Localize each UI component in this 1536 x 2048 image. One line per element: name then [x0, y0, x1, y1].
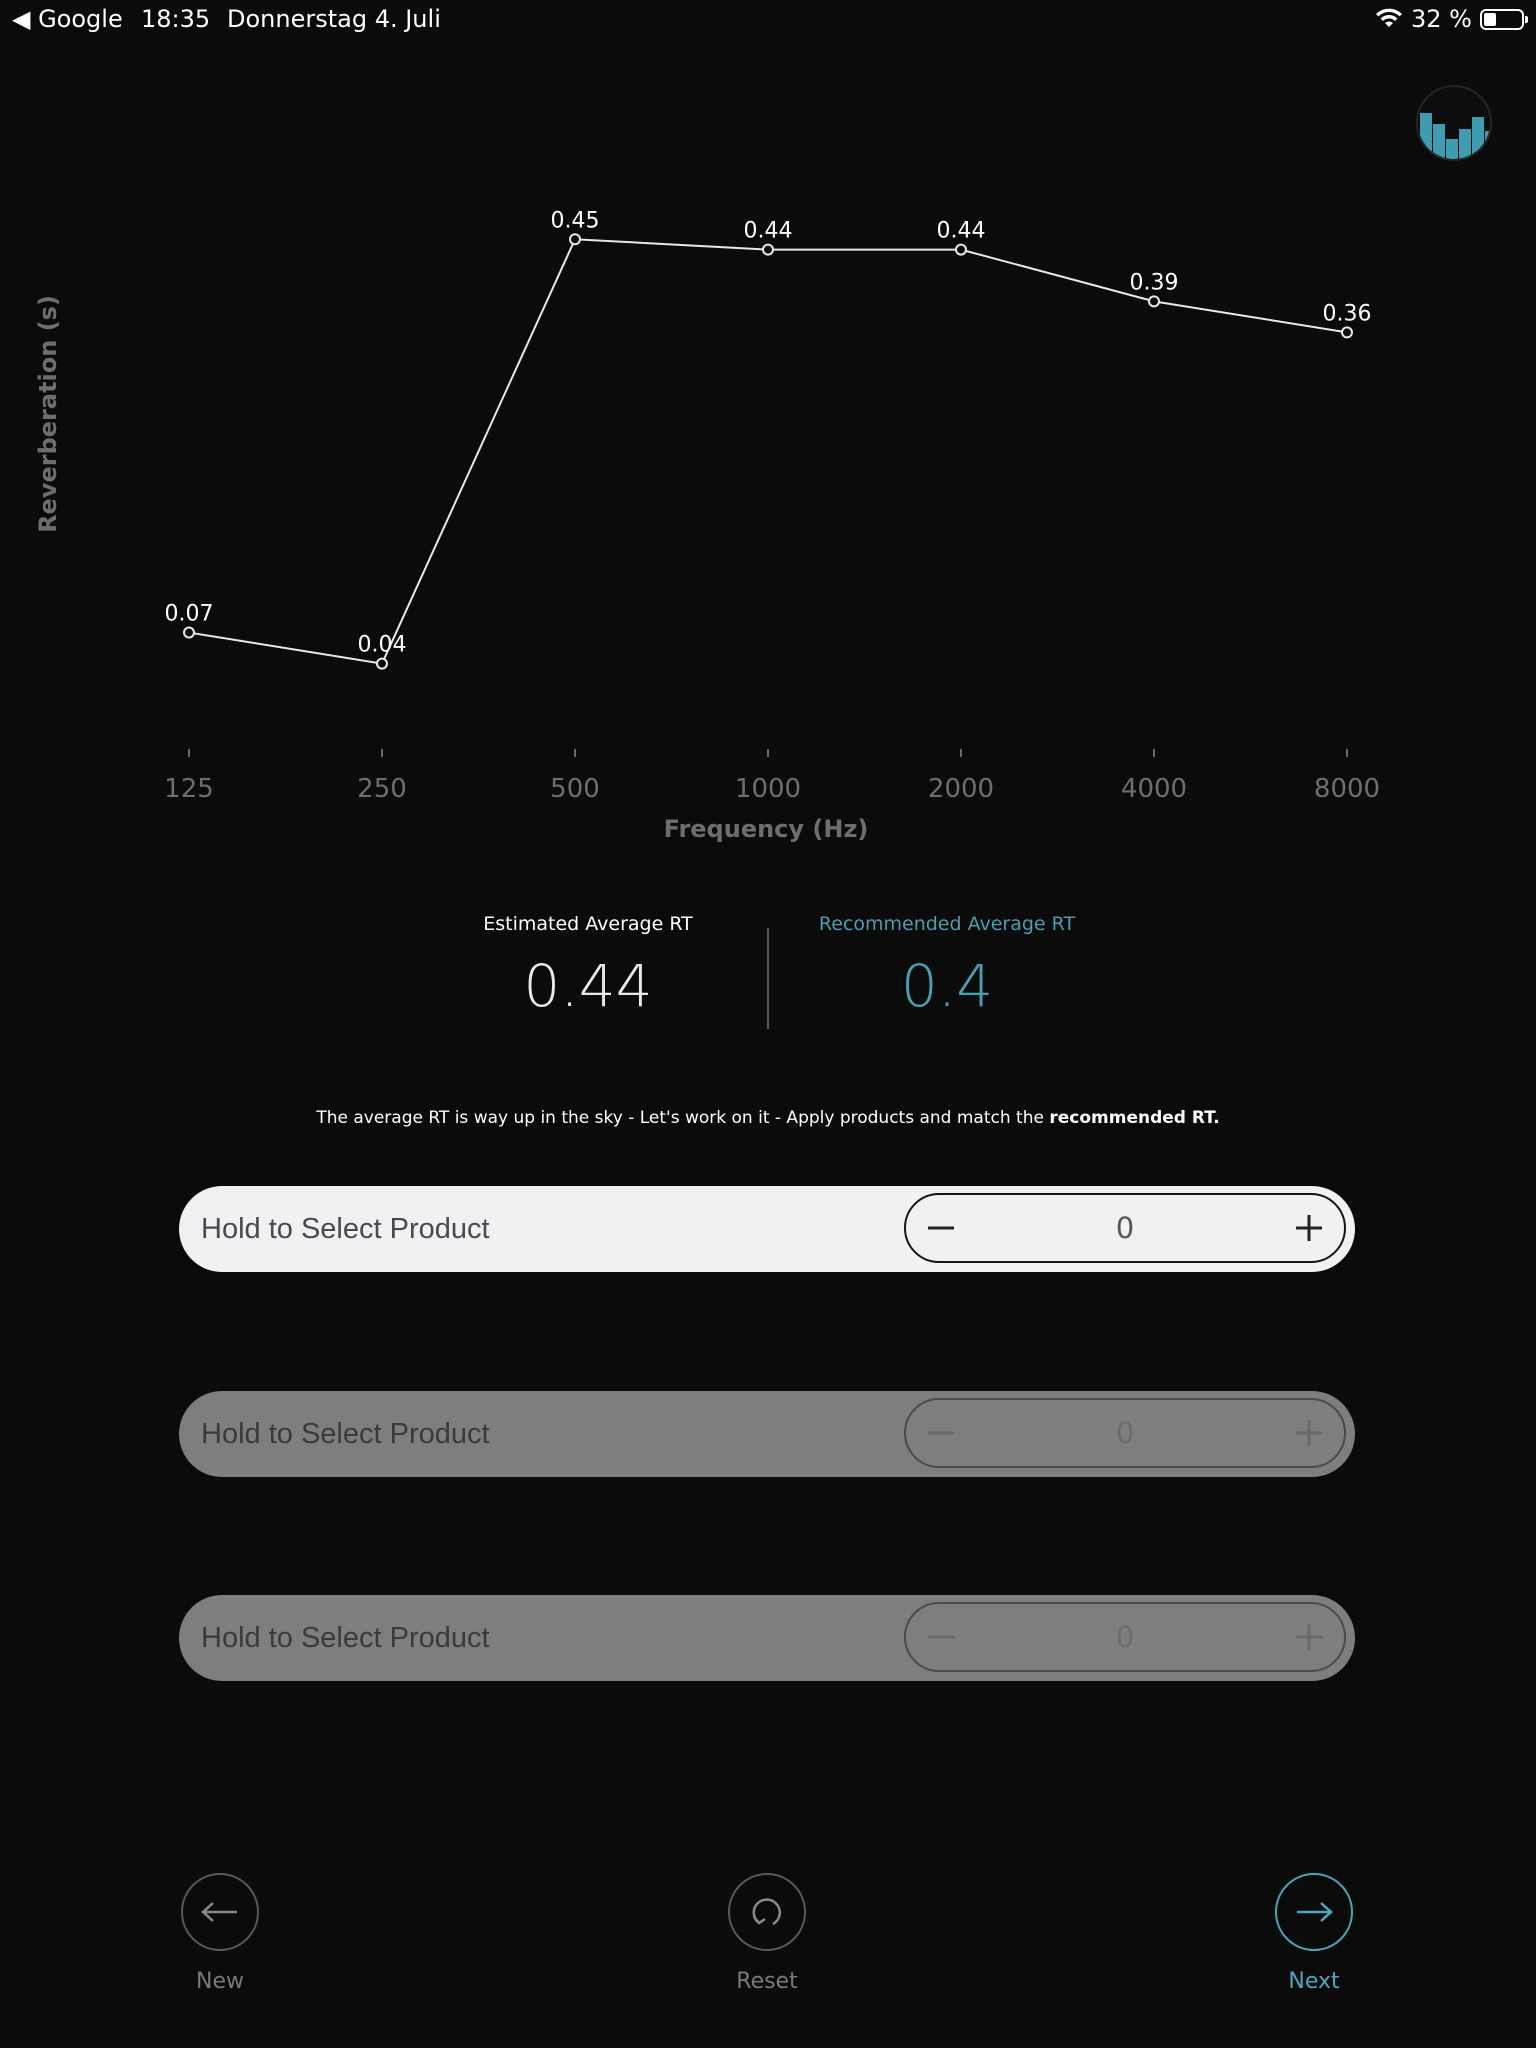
reverberation-chart — [0, 0, 1536, 860]
product-row-1[interactable] — [179, 1186, 1355, 1272]
data-label: 0.39 — [1129, 270, 1179, 296]
data-point — [184, 628, 194, 638]
quantity-value: 0 — [1115, 1211, 1135, 1245]
new-button-circle[interactable] — [181, 1873, 259, 1951]
product-row-3[interactable] — [179, 1595, 1355, 1681]
data-label: 0.45 — [550, 208, 600, 234]
decrement-button[interactable] — [906, 1195, 976, 1261]
product-row-2[interactable] — [179, 1391, 1355, 1477]
increment-button[interactable] — [1274, 1195, 1344, 1261]
quantity-stepper — [904, 1398, 1346, 1468]
new-button[interactable] — [160, 1873, 280, 1994]
decrement-button[interactable] — [906, 1604, 976, 1670]
status-date: Donnerstag 4. Juli — [227, 5, 441, 33]
data-label: 0.36 — [1322, 301, 1372, 327]
x-axis-label: Frequency (Hz) — [663, 815, 869, 843]
x-tick-label: 1000 — [734, 774, 802, 804]
minus-icon — [926, 1418, 956, 1448]
estimated-rt-label: Estimated Average RT — [483, 913, 693, 935]
next-button-circle[interactable] — [1275, 1873, 1353, 1951]
battery-percent: 32 % — [1411, 5, 1472, 33]
data-label: 0.44 — [743, 218, 793, 244]
recommended-rt — [797, 911, 1097, 1021]
estimated-rt-value: 0.44 — [523, 952, 653, 1020]
x-tick-label: 125 — [164, 774, 214, 804]
data-label: 0.07 — [164, 601, 214, 627]
plus-icon — [1294, 1213, 1324, 1243]
quantity-stepper — [904, 1602, 1346, 1672]
summary-divider — [767, 928, 769, 1029]
data-point — [1149, 296, 1159, 306]
minus-icon — [926, 1622, 956, 1652]
status-message-emphasis: recommended RT. — [1049, 1108, 1220, 1128]
product-select-label[interactable]: Hold to Select Product — [201, 1622, 490, 1654]
y-axis-label: Reverberation (s) — [34, 295, 62, 533]
minus-icon — [926, 1213, 956, 1243]
x-tick-label: 4000 — [1120, 774, 1188, 804]
data-point — [570, 234, 580, 244]
product-select-label[interactable]: Hold to Select Product — [201, 1418, 490, 1450]
data-label: 0.04 — [357, 632, 407, 658]
product-select-label[interactable]: Hold to Select Product — [201, 1213, 490, 1245]
recommended-rt-value: 0.4 — [900, 952, 994, 1020]
arrow-right-icon — [1294, 1900, 1334, 1924]
increment-button[interactable] — [1274, 1400, 1344, 1466]
back-to-google-link[interactable]: ◀ Google — [12, 5, 123, 33]
quantity-value: 0 — [1115, 1620, 1135, 1654]
estimated-rt — [438, 911, 738, 1021]
reset-button-circle[interactable] — [728, 1873, 806, 1951]
series-line — [189, 239, 1347, 663]
quantity-value: 0 — [1115, 1416, 1135, 1450]
reset-button-label: Reset — [736, 1969, 798, 1994]
data-point — [377, 659, 387, 669]
plus-icon — [1294, 1622, 1324, 1652]
x-tick-label: 8000 — [1313, 774, 1381, 804]
x-tick-label: 2000 — [927, 774, 995, 804]
reset-button[interactable] — [707, 1873, 827, 1994]
increment-button[interactable] — [1274, 1604, 1344, 1670]
x-tick-label: 250 — [357, 774, 407, 804]
plus-icon — [1294, 1418, 1324, 1448]
data-point — [763, 245, 773, 255]
reset-icon — [747, 1892, 787, 1932]
quantity-stepper — [904, 1193, 1346, 1263]
data-label: 0.44 — [936, 218, 986, 244]
new-button-label: New — [196, 1969, 244, 1994]
arrow-left-icon — [200, 1900, 240, 1924]
next-button-label: Next — [1288, 1969, 1340, 1994]
status-message-text: The average RT is way up in the sky - Let's work on it - Apply products and match the — [316, 1108, 1050, 1128]
data-point — [956, 245, 966, 255]
decrement-button[interactable] — [906, 1400, 976, 1466]
status-time: 18:35 — [141, 5, 211, 33]
data-point — [1342, 327, 1352, 337]
next-button[interactable] — [1254, 1873, 1374, 1994]
recommended-rt-label: Recommended Average RT — [818, 913, 1076, 935]
status-message — [0, 1108, 1536, 1128]
x-tick-label: 500 — [550, 774, 600, 804]
